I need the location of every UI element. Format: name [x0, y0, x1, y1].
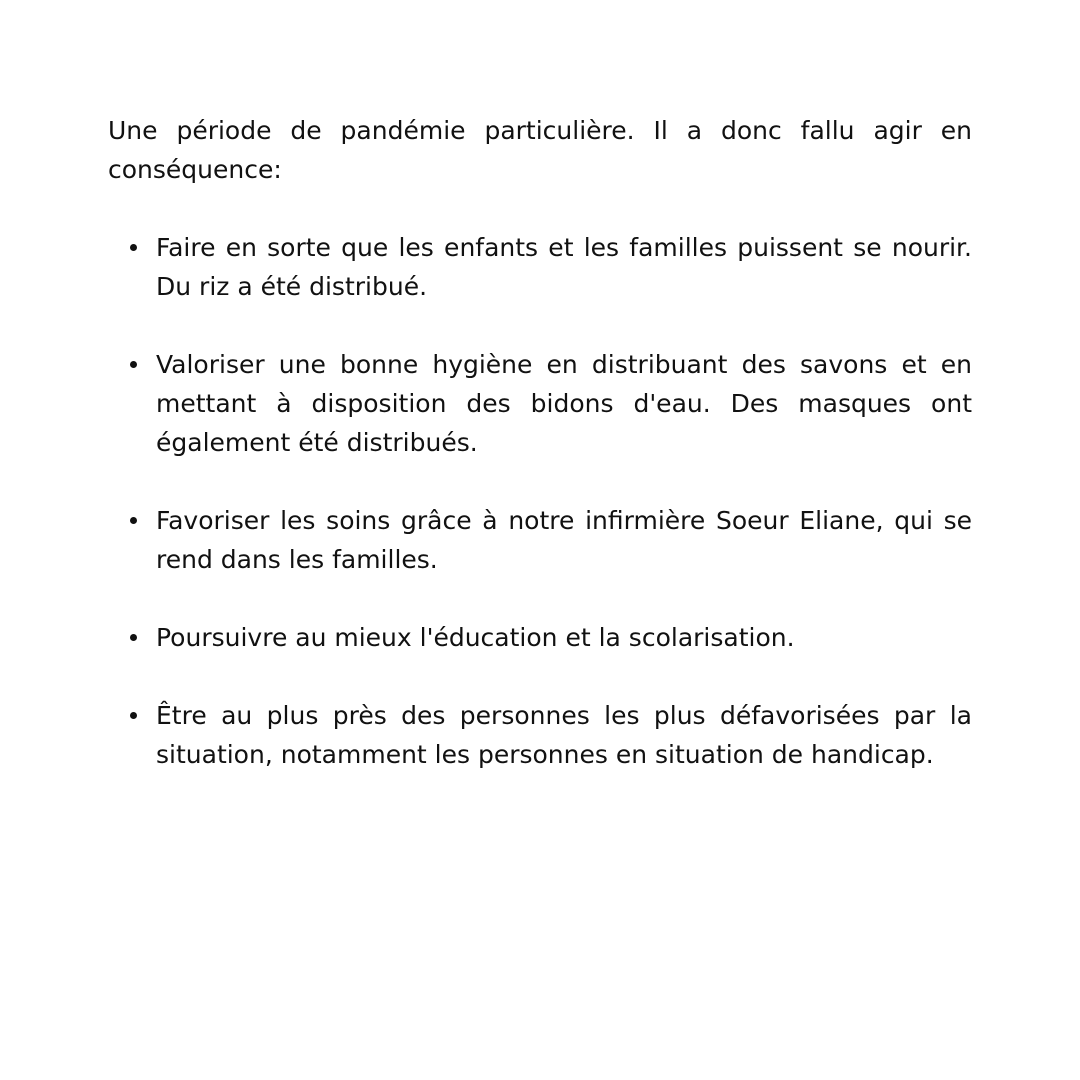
list-item-text: Favoriser les soins grâce à notre infirmière Soeur Eliane, qui se rend dans les familles.: [156, 506, 972, 574]
list-item: [108, 345, 972, 462]
list-item: [108, 228, 972, 306]
intro-paragraph: Une période de pandémie particulière. Il a donc fallu agir en conséquence:: [108, 116, 972, 184]
list-item-text: Valoriser une bonne hygiène en distribuant des savons et en mettant à disposition des bidons d'eau. Des masques ont également été distribués.: [156, 350, 972, 457]
list-item-text: Être au plus près des personnes les plus défavorisées par la situation, notamment les personnes en situation de handicap.: [156, 701, 972, 769]
bullet-icon: [130, 517, 137, 524]
bullet-icon: [130, 634, 137, 641]
action-list: [108, 228, 972, 774]
list-item-text: Poursuivre au mieux l'éducation et la scolarisation.: [156, 623, 795, 652]
bullet-icon: [130, 244, 137, 251]
list-item: [108, 618, 972, 657]
list-item-text: Faire en sorte que les enfants et les familles puissent se nourir. Du riz a été distribué.: [156, 233, 972, 301]
bullet-icon: [130, 361, 137, 368]
list-item: [108, 501, 972, 579]
list-item: [108, 696, 972, 774]
bullet-icon: [130, 712, 137, 719]
